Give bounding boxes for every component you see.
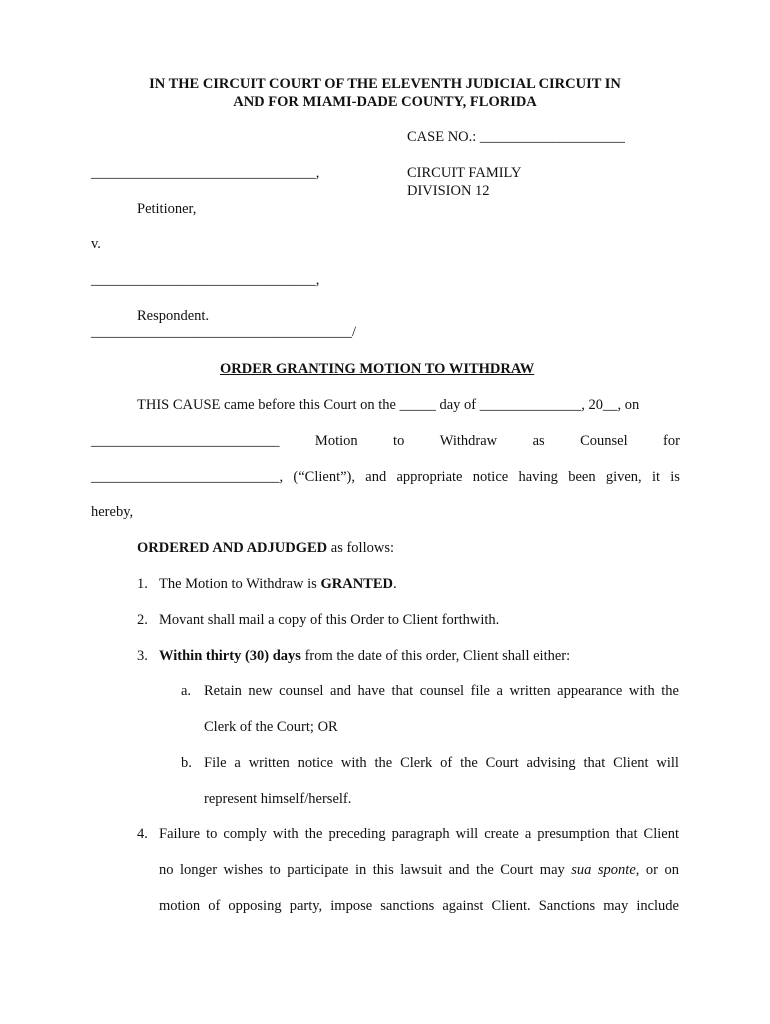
word: of bbox=[440, 755, 453, 771]
sub-item-letter-a: a. bbox=[181, 683, 192, 699]
word: File bbox=[204, 755, 227, 771]
intro-line4: hereby, bbox=[91, 504, 134, 520]
word: Counsel bbox=[580, 433, 628, 449]
word: notice bbox=[472, 469, 509, 485]
word: a bbox=[234, 755, 241, 771]
item-text bbox=[159, 648, 570, 665]
division-line2: DIVISION 12 bbox=[407, 183, 490, 199]
word: written bbox=[509, 683, 551, 699]
ordered-adjudged bbox=[137, 540, 394, 557]
word: as bbox=[532, 433, 545, 449]
word: (“Client”), bbox=[293, 469, 355, 485]
word: counsel bbox=[279, 683, 324, 699]
item3-bold: Within thirty (30) days bbox=[159, 648, 301, 664]
word: party, bbox=[289, 898, 323, 914]
sub-item-letter-b: b. bbox=[181, 755, 192, 771]
sua-sponte-italic: sua sponte bbox=[571, 862, 636, 878]
item-number: 3. bbox=[137, 648, 148, 664]
division-line1: CIRCUIT FAMILY bbox=[407, 165, 522, 181]
word: paragraph bbox=[391, 826, 450, 842]
word: a bbox=[524, 826, 532, 842]
word: include bbox=[636, 898, 679, 914]
petitioner-label: Petitioner, bbox=[137, 201, 197, 217]
word: presumption bbox=[537, 826, 610, 842]
item-number: 1. bbox=[137, 576, 148, 592]
word: given, bbox=[605, 469, 642, 485]
word: of bbox=[208, 898, 221, 914]
word: motion bbox=[159, 898, 201, 914]
petitioner-blank: _______________________________, bbox=[91, 165, 320, 181]
word: the bbox=[374, 755, 393, 771]
respondent-label: Respondent. bbox=[137, 308, 210, 324]
word: __________________________ bbox=[91, 433, 280, 449]
item4-line2-post: , or on bbox=[635, 862, 679, 878]
word: impose bbox=[330, 898, 373, 914]
word: Client bbox=[613, 755, 649, 771]
word: the bbox=[304, 826, 323, 842]
caption-closing-line: ____________________________________/ bbox=[91, 324, 357, 340]
word: Motion bbox=[314, 433, 358, 449]
ordered-rest: as follows: bbox=[327, 540, 394, 556]
word: that bbox=[583, 755, 606, 771]
word: new bbox=[248, 683, 273, 699]
word: opposing bbox=[228, 898, 282, 914]
item4-line2 bbox=[159, 862, 679, 879]
item-number-4: 4. bbox=[137, 826, 148, 842]
intro-line2 bbox=[91, 433, 680, 450]
granted-bold: GRANTED bbox=[320, 576, 393, 592]
word: to bbox=[206, 826, 218, 842]
court-header-line1: IN THE CIRCUIT COURT OF THE ELEVENTH JUDICIAL CIRCUIT IN bbox=[149, 76, 621, 92]
item4-line1 bbox=[159, 826, 679, 843]
item4-line2-pre: no longer wishes to participate in this lawsuit and the Court may bbox=[159, 862, 572, 878]
word: with bbox=[272, 826, 299, 842]
word: notice bbox=[297, 755, 334, 771]
word: will bbox=[455, 826, 479, 842]
word: appropriate bbox=[396, 469, 463, 485]
court-header-line2: AND FOR MIAMI-DADE COUNTY, FLORIDA bbox=[233, 94, 537, 110]
word: will bbox=[656, 755, 679, 771]
word: create bbox=[484, 826, 519, 842]
word: Withdraw bbox=[439, 433, 498, 449]
word: preceding bbox=[328, 826, 386, 842]
word: with bbox=[340, 755, 367, 771]
word: a bbox=[496, 683, 503, 699]
word: Client. bbox=[491, 898, 531, 914]
sub-item-a-line2: Clerk of the Court; OR bbox=[204, 719, 338, 735]
word: it bbox=[651, 469, 661, 485]
item1-end: . bbox=[392, 576, 397, 592]
word: Clerk bbox=[400, 755, 433, 771]
word: that bbox=[615, 826, 638, 842]
item-text bbox=[159, 576, 397, 593]
word: have bbox=[357, 683, 385, 699]
word: advising bbox=[526, 755, 576, 771]
word: been bbox=[568, 469, 596, 485]
intro-line3 bbox=[91, 469, 680, 486]
word: written bbox=[248, 755, 290, 771]
word: is bbox=[670, 469, 680, 485]
word: appearance bbox=[557, 683, 623, 699]
word: the bbox=[460, 755, 478, 771]
order-title: ORDER GRANTING MOTION TO WITHDRAW bbox=[220, 361, 535, 377]
word: may bbox=[603, 898, 629, 914]
word: comply bbox=[223, 826, 267, 842]
sub-item-a-line1 bbox=[204, 683, 679, 700]
word: the bbox=[661, 683, 679, 699]
word: Retain bbox=[204, 683, 242, 699]
sub-item-b-line2: represent himself/herself. bbox=[204, 791, 352, 807]
word: for bbox=[663, 433, 680, 449]
word: sanctions bbox=[380, 898, 435, 914]
word: Failure bbox=[159, 826, 201, 842]
word: Client bbox=[643, 826, 679, 842]
intro-line1: THIS CAUSE came before this Court on the _____ day of ______________, 20__, on bbox=[137, 397, 640, 413]
item-number: 2. bbox=[137, 612, 148, 628]
word: with bbox=[628, 683, 655, 699]
versus-label: v. bbox=[91, 236, 101, 252]
word: against bbox=[442, 898, 484, 914]
word: __________________________, bbox=[91, 469, 284, 485]
word: having bbox=[518, 469, 558, 485]
word: counsel bbox=[419, 683, 465, 699]
word: that bbox=[391, 683, 414, 699]
item4-line3 bbox=[159, 898, 679, 915]
sub-item-b-line1 bbox=[204, 755, 679, 772]
word: to bbox=[393, 433, 405, 449]
word: Sanctions bbox=[538, 898, 596, 914]
word: file bbox=[470, 683, 490, 699]
word: and bbox=[330, 683, 351, 699]
item-text: Movant shall mail a copy of this Order to Client forthwith. bbox=[159, 612, 500, 628]
ordered-bold: ORDERED AND ADJUDGED bbox=[137, 540, 328, 556]
item1-text: The Motion to Withdraw is bbox=[159, 576, 321, 592]
respondent-blank: _______________________________, bbox=[91, 272, 320, 288]
word: and bbox=[365, 469, 387, 485]
word: Court bbox=[485, 755, 519, 771]
case-number: CASE NO.: ____________________ bbox=[407, 129, 625, 145]
item3-text: from the date of this order, Client shall either: bbox=[300, 648, 571, 664]
